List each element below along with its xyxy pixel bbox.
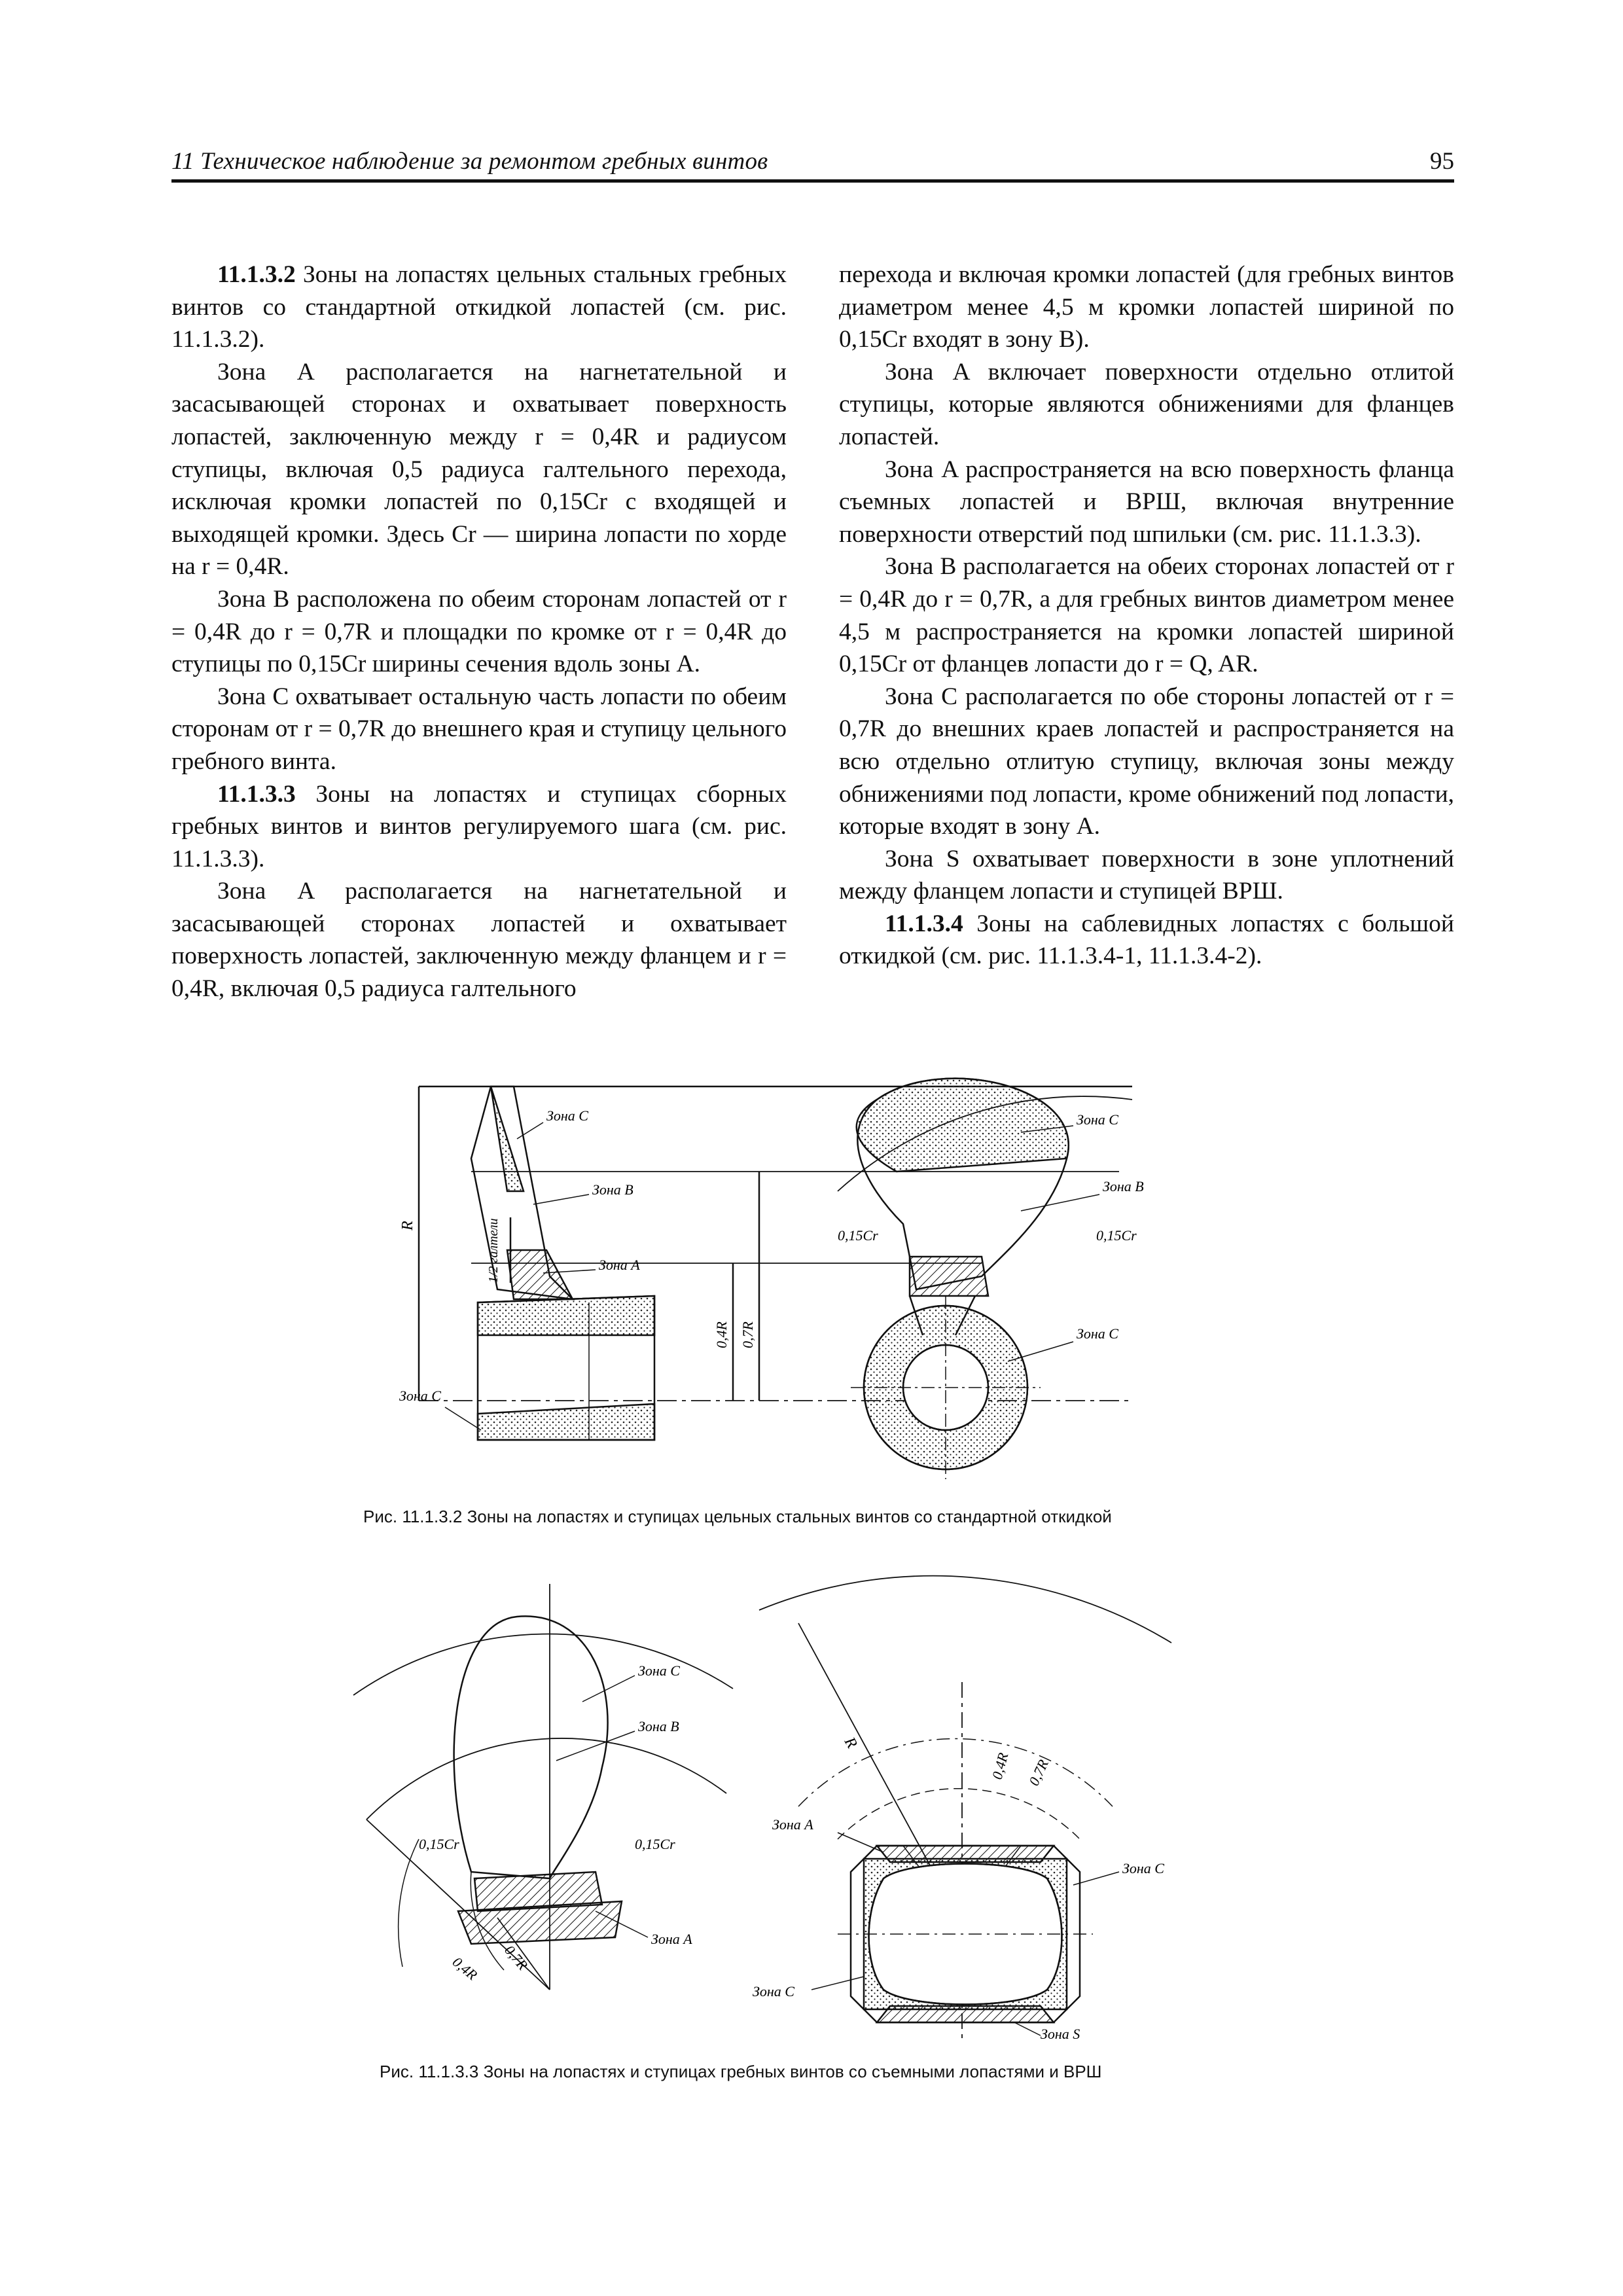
- fig2-label-04r-right: 0,4R: [988, 1751, 1012, 1782]
- figure1-caption: Рис. 11.1.3.2 Зоны на лопастях и ступицах цельных стальных винтов со стандартной откидкой: [363, 1507, 1112, 1526]
- fig1-label-edge-left: 0,15Cr: [838, 1227, 878, 1244]
- running-header: [171, 145, 1454, 183]
- section-number: 11.1.3.3: [217, 780, 296, 808]
- paragraph-text: Зона S охватывает поверхности в зоне уплотнений между фланцем лопасти и ступицей ВРШ.: [839, 845, 1454, 905]
- fig2-label-zone-c-bottom: Зона C: [753, 1983, 794, 2000]
- right-column-paragraph: [839, 356, 1454, 454]
- fig2-label-07r-right: 0,7R: [1025, 1757, 1052, 1789]
- right-column-paragraph: [839, 550, 1454, 680]
- fig1-label-zone-b: Зона B: [592, 1181, 633, 1198]
- paragraph-text: Зона C охватывает остальную часть лопасти по обеим сторонам от r = 0,7R до внешнего края и ступицу цельного гребного винта.: [171, 683, 787, 775]
- left-column-paragraph: [171, 583, 787, 681]
- left-column-paragraph: [171, 259, 787, 356]
- figure-11-1-3-2: [393, 1073, 1257, 1492]
- right-column-paragraph: [839, 681, 1454, 843]
- fig1-label-zone-a: Зона A: [599, 1257, 640, 1273]
- fig2-label-zone-a-right: Зона A: [772, 1816, 813, 1833]
- fig2-label-zone-s: Зона S: [1041, 2026, 1080, 2042]
- fig1-label-zone-c-top: Зона C: [546, 1107, 588, 1124]
- fig2-label-07r: 0,7R: [501, 1942, 531, 1973]
- left-column-paragraph: [171, 681, 787, 778]
- paragraph-text: Зона С располагается по обе стороны лопастей от r = 0,7R до внешних краев лопастей и распространяется на всю отдельно отлитую ступицу, включая зоны между обнижениями под лопасти, кроме обнижений под лопасти, которые входят в зону A.: [839, 683, 1455, 840]
- paragraph-text: перехода и включая кромки лопастей (для гребных винтов диаметром менее 4,5 м кромки лопастей шириной по 0,15Cr входят в зону B).: [839, 261, 1454, 353]
- left-text-column: [171, 259, 787, 1005]
- right-column-paragraph: [839, 454, 1454, 551]
- fig1-label-zone-c-right: Зона C: [1077, 1111, 1118, 1128]
- fig2-label-zone-b: Зона B: [638, 1718, 679, 1734]
- paragraph-text: Зона А располагается на нагнетательной и засасывающей сторонах и охватывает поверхность лопастей, заключенную между r = 0,4R и радиусом ступицы, включая 0,5 радиуса галтельного перехода, исключая кромки лопастей по 0,15Cr с входящей и выходящей кромки. Здесь Cr — ширина лопасти по хорде на r = 0,4R.: [171, 358, 787, 581]
- paragraph-text: Зоны на лопастях и ступицах сборных гребных винтов и винтов регулируемого шага (см. рис. 11.1.3.3).: [171, 780, 787, 872]
- section-number: 11.1.3.4: [885, 910, 963, 937]
- paragraph-text: Зона A включает поверхности отдельно отлитой ступицы, которые являются обнижениями для фланцев лопастей.: [839, 358, 1454, 450]
- fig1-label-zone-b-right: Зона B: [1103, 1178, 1144, 1194]
- left-column-paragraph: [171, 778, 787, 876]
- fig2-label-04r: 0,4R: [449, 1953, 481, 1984]
- fig1-label-zone-c-ring: Зона C: [1077, 1325, 1118, 1342]
- right-column-paragraph: [839, 259, 1454, 356]
- paragraph-text: Зона A распространяется на всю поверхность фланца съемных лопастей и ВРШ, включая внутренние поверхности отверстий под шпильки (см. рис. 11.1.3.3).: [839, 456, 1454, 548]
- fig1-label-zone-c-hub: Зона C: [399, 1388, 441, 1404]
- paragraph-text: Зона B расположена по обеим сторонам лопастей от r = 0,4R до r = 0,7R и площадки по кромке от r = 0,4R до ступицы по 0,15Cr ширины сечения вдоль зоны А.: [171, 585, 787, 678]
- left-column-paragraph: [171, 356, 787, 583]
- right-column-paragraph: [839, 908, 1454, 973]
- figure-11-1-3-3: [340, 1571, 1191, 2042]
- fig1-label-07r: 0,7R: [740, 1321, 756, 1348]
- page-number: 95: [1430, 148, 1454, 175]
- paragraph-text: Зоны на саблевидных лопастях с большой откидкой (см. рис. 11.1.3.4-1, 11.1.3.4-2).: [839, 910, 1454, 970]
- header-title: 11 Техническое наблюдение за ремонтом гребных винтов: [171, 148, 768, 175]
- right-column-paragraph: [839, 843, 1454, 908]
- fig2-label-zone-c-right: Зона C: [1122, 1860, 1164, 1876]
- fig2-label-r: R: [840, 1734, 861, 1751]
- fig1-label-edge-right: 0,15Cr: [1096, 1227, 1137, 1244]
- fig2-label-zone-c: Зона C: [638, 1662, 680, 1679]
- fig1-label-04r: 0,4R: [713, 1321, 730, 1348]
- right-text-column: [839, 259, 1454, 973]
- fig2-label-edge-left: 0,15Cr: [419, 1836, 459, 1852]
- paragraph-text: Зоны на лопастях цельных стальных гребных винтов со стандартной откидкой лопастей (см. рис. 11.1.3.2).: [171, 261, 787, 353]
- paragraph-text: Зона A располагается на нагнетательной и засасывающей сторонах лопастей и охватывает поверхность лопастей, заключенную между фланцем и r = 0,4R, включая 0,5 радиуса галтельного: [171, 878, 787, 1003]
- fig1-label-half-fillet: 1/2 галтели: [486, 1218, 501, 1283]
- figure2-caption: Рис. 11.1.3.3 Зоны на лопастях и ступицах гребных винтов со съемными лопастями и ВРШ: [380, 2062, 1102, 2081]
- fig1-label-r: R: [399, 1221, 416, 1230]
- fig2-label-edge-right: 0,15Cr: [635, 1836, 675, 1852]
- paragraph-text: Зона B располагается на обеих сторонах лопастей от r = 0,4R до r = 0,7R, а для гребных винтов диаметром менее 4,5 м распространяется на кромки лопастей шириной 0,15Cr от фланцев лопасти до r = Q, AR.: [839, 553, 1454, 678]
- fig2-label-zone-a: Зона A: [651, 1931, 692, 1947]
- left-column-paragraph: [171, 875, 787, 1005]
- section-number: 11.1.3.2: [217, 261, 296, 288]
